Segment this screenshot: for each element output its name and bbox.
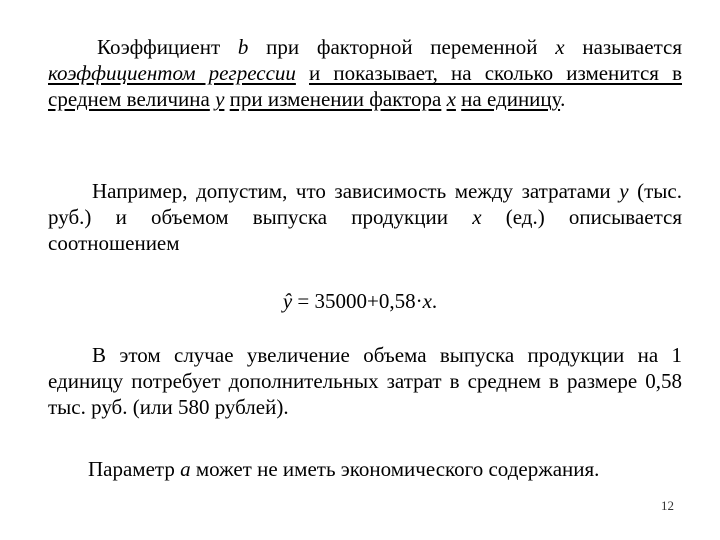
paragraph-interpretation: В этом случае увеличение объема выпуска продукции на 1 единицу потребует дополнительных затрат в среднем в размере 0,58 тыс. руб. (или 580 рублей).	[48, 343, 682, 419]
regression-formula	[0, 288, 720, 314]
underlined-text: и показывает, на сколько изменится в среднем величина	[48, 61, 682, 111]
variable-x: x	[446, 87, 456, 111]
paragraph-parameter-a	[48, 456, 682, 482]
text: Например, допустим, что зависимость между затратами	[92, 179, 620, 203]
text: может не иметь экономического содержания.	[190, 457, 600, 481]
variable-y: y	[619, 179, 629, 203]
underlined-text: при изменении фактора	[229, 87, 442, 111]
variable-x: x	[422, 289, 432, 313]
text: .	[560, 87, 566, 111]
term-regression-coefficient: коэффициентом регрессии	[48, 61, 296, 85]
text: (тыс. руб.) и объемом выпуска продукции	[48, 179, 682, 229]
text: .	[431, 289, 438, 313]
variable-x: x	[472, 205, 482, 229]
variable-x: x	[555, 35, 565, 59]
variable-a: a	[180, 457, 191, 481]
variable-b: b	[237, 35, 249, 59]
variable-y: y	[215, 87, 225, 111]
text: Параметр	[88, 457, 181, 481]
text: при факторной переменной	[248, 35, 556, 59]
text: Коэффициент	[97, 35, 238, 59]
paragraph-example	[48, 178, 682, 256]
text	[296, 61, 309, 85]
paragraph-coefficient-definition	[48, 34, 682, 112]
page-number: 12	[661, 498, 674, 513]
formula-body: = 35000+0,58·	[292, 289, 423, 313]
underlined-text: на единицу	[461, 87, 561, 111]
variable-y-hat: ŷ	[282, 289, 293, 313]
text: называется	[564, 35, 682, 59]
text: (ед.) описывается соотношением	[48, 205, 682, 255]
